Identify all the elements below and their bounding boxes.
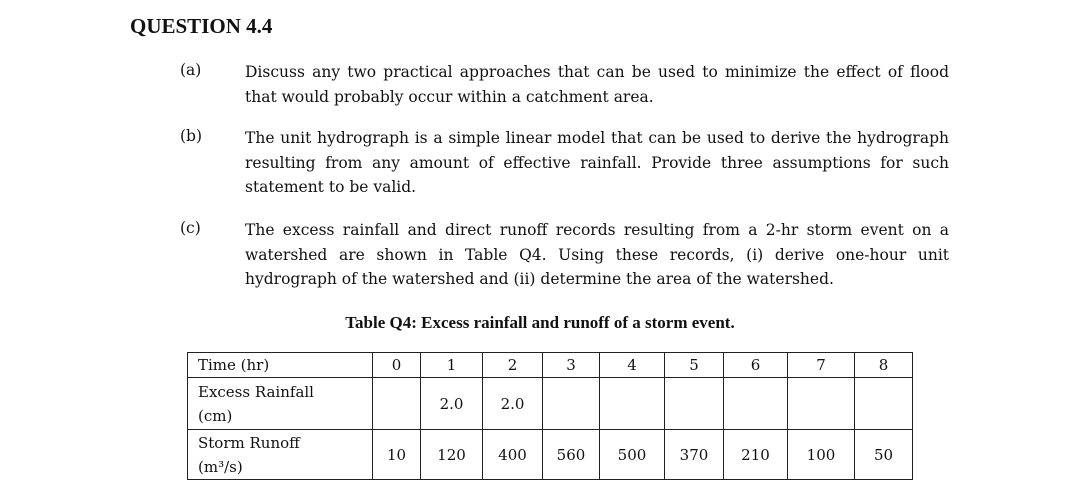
table-caption: Table Q4: Excess rainfall and runoff of a storm event. xyxy=(345,313,735,332)
row-header-label-line2: (m³/s) xyxy=(198,457,243,476)
part-a-text: Discuss any two practical approaches that can be used to minimize the effect of flood that would probably occur within a catchment area. xyxy=(245,63,949,106)
table-cell xyxy=(788,378,855,430)
part-a-label: (a) xyxy=(180,61,202,79)
part-b-text: The unit hydrograph is a simple linear model that can be used to derive the hydrograph resulting from any amount of effective rainfall. Provide three assumptions for such statement to be valid. xyxy=(245,129,949,196)
table-cell xyxy=(855,378,913,430)
table-cell: 120 xyxy=(421,430,483,480)
table-cell: 2.0 xyxy=(421,378,483,430)
table-cell: 4 xyxy=(600,353,665,378)
row-header-time-label: Time (hr) xyxy=(198,356,270,374)
table-cell: 500 xyxy=(600,430,665,480)
data-table xyxy=(187,352,913,480)
row-header-time xyxy=(188,353,373,378)
row-header-label-line1: Storm Runoff xyxy=(198,433,300,452)
table-cell xyxy=(724,378,788,430)
row-header-label-line1: Excess Rainfall xyxy=(198,382,314,401)
table-cell xyxy=(543,378,600,430)
table-cell: 0 xyxy=(373,353,421,378)
table-cell: 3 xyxy=(543,353,600,378)
row-header-excess-rainfall xyxy=(188,378,373,430)
row-header-label-line2: (cm) xyxy=(198,406,233,425)
part-c-label: (c) xyxy=(180,219,201,237)
table-cell: 2 xyxy=(483,353,543,378)
table-cell: 50 xyxy=(855,430,913,480)
table-row xyxy=(188,430,913,480)
table-cell: 10 xyxy=(373,430,421,480)
table-cell: 2.0 xyxy=(483,378,543,430)
table-cell: 560 xyxy=(543,430,600,480)
table-cell: 8 xyxy=(855,353,913,378)
table-cell xyxy=(373,378,421,430)
table-row xyxy=(188,378,913,430)
table-cell: 5 xyxy=(665,353,724,378)
table-cell: 7 xyxy=(788,353,855,378)
table-cell: 1 xyxy=(421,353,483,378)
table-cell: 6 xyxy=(724,353,788,378)
table-cell: 400 xyxy=(483,430,543,480)
table-row xyxy=(188,353,913,378)
table-cell: 100 xyxy=(788,430,855,480)
table-cell: 370 xyxy=(665,430,724,480)
table-cell xyxy=(665,378,724,430)
row-header-storm-runoff xyxy=(188,430,373,480)
question-title: QUESTION 4.4 xyxy=(130,14,273,38)
table-cell xyxy=(600,378,665,430)
table-cell: 210 xyxy=(724,430,788,480)
part-c-text: The excess rainfall and direct runoff records resulting from a 2-hr storm event on a watershed are shown in Table Q4. Using these records, (i) derive one-hour unit hydrograph of the watershed and (ii) determine the area of the watershed. xyxy=(245,221,949,288)
part-b-label: (b) xyxy=(180,127,203,145)
